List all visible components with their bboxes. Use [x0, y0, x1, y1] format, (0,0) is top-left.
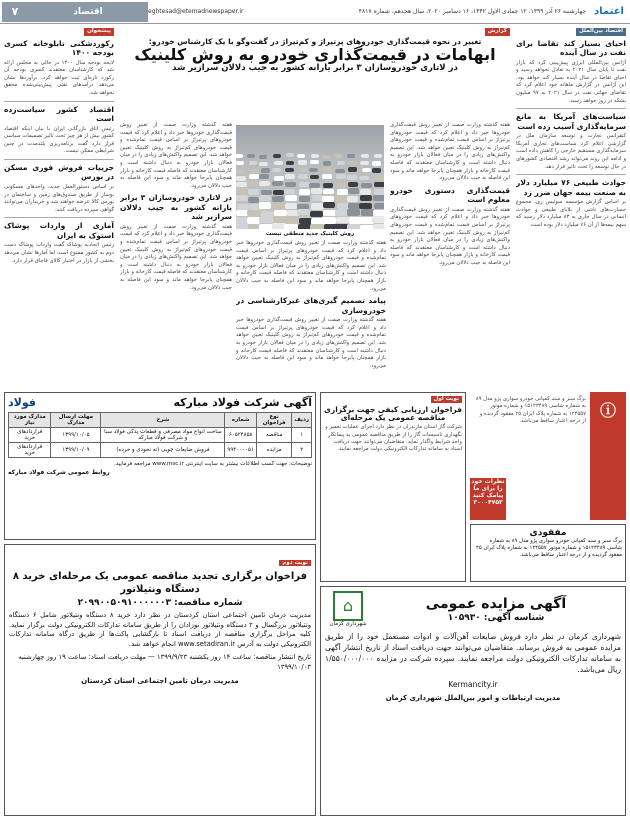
sms-number: ۳۰۰۰۴۷۵۳	[473, 499, 503, 506]
car-shape	[336, 174, 346, 179]
car-shape	[272, 181, 282, 186]
info-icon: ⓘ	[590, 392, 626, 520]
car-shape	[259, 217, 272, 224]
table-row	[9, 443, 312, 458]
ad-lost-body: برگ سبز و سند کمپانی خودرو سواری پژو مدل ۸۹ به شماره شاسی ۱۵۱۲۳۴۸۹ و شماره موتور ۱۲۴۵۵۷ به شماره پلاک ایران ۲۵ مفقود گردیده و از درجه اعتبار ساقط می‌باشد.	[475, 396, 586, 425]
table-header: مهلت ارسال مدارک	[51, 413, 101, 428]
car-shape	[274, 161, 283, 165]
car-shape	[310, 175, 320, 180]
car-shape	[347, 224, 361, 229]
car-shape	[323, 210, 336, 216]
car-shape	[348, 182, 358, 187]
ad-ventilator	[4, 544, 316, 816]
car-shape	[337, 161, 346, 165]
car-shape	[372, 168, 381, 173]
car-shape	[374, 189, 384, 195]
table-row	[9, 428, 312, 443]
story-title: اقتصاد کشور سیاست‌زده است	[4, 104, 114, 124]
ad-number: شناسه آگهی: ۱۰۵۹۳۰	[447, 613, 545, 623]
right-column	[516, 28, 626, 388]
ad-table	[8, 412, 312, 458]
car-shape	[360, 189, 371, 195]
ad-tender-gas	[320, 392, 466, 582]
table-header: مدارک مورد نیاز	[9, 413, 51, 428]
car-shape	[322, 217, 335, 224]
car-shape	[372, 216, 384, 223]
car-shape	[259, 195, 271, 201]
report-col-3	[120, 122, 232, 388]
car-shape	[309, 183, 319, 188]
car-shape	[359, 176, 369, 181]
org-name: شهرداری کرمان	[329, 621, 367, 627]
car-shape	[284, 189, 295, 195]
table-cell: ۱۳۹۹/۱۰/۰۵	[51, 428, 101, 443]
car-shape	[361, 209, 374, 215]
car-shape	[323, 189, 334, 195]
car-shape	[336, 217, 349, 224]
car-shape	[272, 168, 281, 173]
report-tag: گزارش	[485, 28, 510, 36]
ad-title: مفقودی	[529, 528, 567, 538]
car-shape	[261, 168, 270, 173]
car-shape	[285, 182, 295, 187]
car-shape	[360, 195, 372, 201]
car-shape	[362, 168, 371, 173]
ad-title: فراخوان برگزاری تجدید مناقصه عمومی یک مرحله‌ای خرید ۸ دستگاه ونتیلاتور	[12, 571, 308, 595]
car-shape	[347, 196, 359, 202]
car-shape	[259, 181, 269, 186]
car-shape	[360, 161, 369, 165]
table-cell: قراردادهای خرید	[9, 443, 51, 458]
page-number: ۷	[2, 2, 28, 22]
table-cell: ساخت انواع مواد مصرفی و قطعات یدکی فولاد سبا و شرکت فولاد مبارکه	[101, 428, 225, 443]
sms-label	[470, 478, 506, 520]
section-tag: اقتصاد بین‌الملل	[576, 28, 626, 36]
newspaper-logo: اعتماد	[594, 6, 624, 17]
story-title: حوادث طبیعی ۷۶ میلیارد دلار به صنعت بیمه جهان ضرر زد	[516, 178, 626, 197]
ad-tag: نوبت اول	[431, 396, 462, 403]
car-shape	[285, 203, 297, 209]
municipality-icon: ⌂	[333, 591, 363, 621]
car-shape	[334, 196, 346, 202]
report-body: هفته گذشته وزارت صمت از تغییر روش قیمت‌گذاری خودروها خبر داد و اعلام کرد که قیمت خودروهای پرتیراژ بر اساس قیمت تمام‌شده و قیمت خودروهای کم‌تیراژ به روش کلینیک تعیین خواهد شد. این تصمیم واکنش‌های زیادی را در میان فعالان بازار خودرو به دنبال داشته است و کارشناسان معتقدند که فاصله قیمت کارخانه و بازار همچنان پابرجا خواهد ماند و سود این فاصله به جیب دلالان می‌رود.	[390, 206, 510, 266]
car-shape	[347, 175, 357, 180]
car-shape	[335, 169, 344, 174]
ad-body: شهرداری کرمان در نظر دارد فروش ضایعات آهن‌آلات و ادوات مستعمل خود را از طریق مزایده عمومی به فروش برساند. متقاضیان می‌توانند جهت دریافت اسناد از تاریخ انتشار آگهی به سامانه تدارکات الکترونیکی دولت مراجعه نمایند. سپرده شرکت در مزایده ۱/۵۵۰/۰۰۰/۰۰۰ ریال می‌باشد.	[325, 632, 621, 674]
car-shape	[249, 161, 258, 165]
ad-body: شرکت گاز استان مازندران در نظر دارد اجرای عملیات تعمیر و نگهداری تاسیسات گاز را از طریق مناقصه عمومی به پیمانکار واجد شرایط واگذار نماید. متقاضیان می‌توانند جهت دریافت اسناد به سامانه تدارکات الکترونیکی دولت مراجعه نمایند.	[325, 424, 462, 453]
car-shape	[299, 189, 310, 195]
car-shape	[322, 174, 332, 179]
report-col-1	[390, 122, 510, 388]
car-shape	[297, 154, 305, 158]
table-header: نوع فراخوان	[256, 413, 291, 428]
table-cell: ۶۰۵۲۴۸۵۸	[225, 428, 257, 443]
report-header	[120, 28, 510, 123]
table-cell: مناقصه	[256, 428, 291, 443]
report-subhead: پیامد تصمیم ‌گیری‌های غیرکارشناسی در خودروسازی	[236, 296, 386, 315]
car-shape	[236, 182, 246, 187]
sms-text: نظرات خود را برای ما پیامک کنید	[471, 478, 505, 499]
car-shape	[273, 154, 281, 158]
car-shape	[310, 211, 323, 217]
left-column	[4, 28, 114, 388]
car-shape	[248, 197, 260, 203]
car-shape	[322, 196, 334, 202]
car-shape	[374, 182, 384, 187]
section-tag: پیشخوان	[84, 28, 114, 36]
story-body: رئیس اتحادیه پوشاک گفت واردات پوشاک دست دوم به کشور ممنوع است اما آمارها نشان می‌دهد بخشی از بازار در اختیار کالای قاچاق قرار دارد.	[4, 242, 114, 264]
car-shape	[348, 203, 360, 209]
report-main-title: ابهامات در قیمت‌گذاری خودرو به روش کلینیک	[134, 45, 496, 65]
car-shape	[236, 169, 244, 174]
report-sub-title: در لاتاری خودروسازان ۳ برابر یارانه کشور به جیب دلالان سرازیر شد	[172, 63, 458, 74]
car-shape	[247, 217, 260, 224]
car-shape	[236, 217, 247, 224]
photo-caption: روش کلینیک جدید منطقی نیست	[265, 231, 355, 237]
car-shape	[348, 161, 357, 165]
car-shape	[311, 154, 319, 158]
story-body: لایحه بودجه سال ۱۴۰۰ در حالی به مجلس ارائه شد که کارشناسان معتقدند کسری بودجه آن رکورد تازه‌ای ثبت خواهد کرد. برآوردها نشان می‌دهد درآمدهای نفتی پیش‌بینی‌شده محقق نخواهد شد.	[4, 59, 114, 96]
story-title: احیای بسیار کند تقاضا برای نفت در سال آینده	[516, 38, 626, 58]
car-shape	[248, 189, 259, 195]
car-shape	[285, 216, 298, 223]
ad-tag: نوبت دوم	[279, 560, 311, 566]
car-shape	[236, 188, 246, 194]
story-body: بر اساس دستورالعمل جدید، واحدهای مسکونی نوساز از طریق صندوق‌های زمین و ساختمان در بورس کالا عرضه خواهند شد و خریداران می‌توانند گواهی سپرده دریافت کنند.	[4, 183, 114, 213]
page-header	[0, 0, 630, 24]
car-shape	[259, 162, 268, 166]
car-shape	[236, 176, 246, 181]
table-cell: قراردادهای خرید	[9, 428, 51, 443]
car-shape	[323, 161, 332, 165]
ad-body: مدیریت درمان تامین اجتماعی استان کردستان در نظر دارد خرید ۸ دستگاه ونتیلاتور شامل ۶ دستگاه ونتیلاتور بزرگسال و ۲ دستگاه ونتیلاتور نوزادان را از طریق سامانه تدارکات الکترونیکی دولت برگزار نماید. کلیه مراحل برگزاری مناقصه از دریافت اسناد تا بازگشایی پاکت‌ها از طریق درگاه سامانه تدارکات الکترونیکی دولت به آدرس www.setadiran.ir انجام خواهد شد.	[9, 611, 312, 648]
ad-note: توضیحات: جهت کسب اطلاعات بیشتر به سایت اینترنتی www.msc.ir مراجعه فرمایید.	[114, 461, 312, 467]
car-shape	[299, 196, 311, 202]
cars-photo	[236, 125, 384, 229]
story-body: کنفرانس تجارت و توسعه سازمان ملل در گزارشی اعلام کرد سیاست‌های تجاری آمریکا سرمایه‌گذاری مستقیم خارجی را کاهش داده است و ادامه این روند می‌تواند رشد اقتصادی کشورهای در حال توسعه را تحت تاثیر قرار دهد.	[516, 133, 626, 170]
story-body: رئیس اتاق بازرگانی ایران با بیان اینکه اقتصاد کشور بیش از هر چیز تحت تاثیر تصمیمات سیاسی قرار دارد گفت برنامه‌ریزی بلندمدت در چنین شرایطی ممکن نیست.	[4, 125, 114, 155]
car-shape	[311, 188, 322, 194]
car-shape	[261, 190, 272, 196]
ad-lost	[470, 524, 626, 582]
story-body: بر اساس گزارش مؤسسه سوئیس ری، مجموع خسارت‌های ناشی از بلایای طبیعی و حوادث انسانی در سال جاری به ۸۳ میلیارد دلار رسید که سهم بیمه‌ها از آن ۷۶ میلیارد دلار بوده است.	[516, 199, 626, 228]
story-title: جزییات فروش فوری مسکن در بورس	[4, 162, 114, 182]
table-cell: ۱۳۹۹/۱۰/۰۹	[51, 443, 101, 458]
report-subhead: قیمت‌گذاری دستوری خودرو معلوم است	[390, 185, 510, 205]
car-shape	[298, 160, 307, 164]
car-shape	[361, 154, 369, 158]
ad-title: آگهی شرکت فولاد مبارکه	[173, 396, 312, 409]
report-col-2	[236, 240, 386, 388]
car-shape	[286, 161, 295, 165]
foolad-logo: فولاد	[8, 396, 36, 409]
car-shape	[322, 155, 330, 159]
table-header: شرح	[101, 413, 225, 428]
car-shape	[373, 224, 384, 229]
car-shape	[323, 183, 333, 188]
report-subhead: در لاتاری خودروسازان ۳ برابر یارانه کشور به جیب دلالان سرازیر شد	[120, 193, 232, 222]
car-shape	[348, 167, 357, 172]
ad-title: فراخوان ارزیابی کیفی جهت برگزاری مناقصه عمومی یک مرحله‌ای	[324, 405, 462, 422]
car-shape	[274, 176, 284, 181]
car-shape	[297, 209, 310, 215]
car-shape	[347, 154, 355, 158]
car-shape	[236, 224, 248, 230]
car-shape	[311, 203, 323, 209]
car-shape	[374, 203, 384, 209]
section-email[interactable]: eghtesad@etemadnewspaper.ir	[148, 8, 244, 15]
report-sup-title: تغییر در نحوه قیمت‌گذاری خودروهای پرتیراژ و کم‌تیراژ در گفت‌وگو با یک کارشناس خودرو:	[148, 36, 482, 46]
table-cell: ۱	[292, 428, 312, 443]
car-shape	[335, 183, 345, 188]
table-cell: مزایده	[256, 443, 291, 458]
car-shape	[374, 154, 382, 158]
car-shape	[348, 188, 359, 194]
car-shape	[334, 154, 342, 158]
dateline: چهارشنبه ۲۶ آذر ۱۳۹۹، ۱۲ جمادی الاول ۱۴۴۲، ۱۶ دسامبر ۲۰۲۰، سال هجدهم، شماره ۴۸۱۷	[358, 8, 586, 15]
car-shape	[299, 182, 309, 187]
kerman-logo	[325, 591, 371, 627]
car-shape	[248, 181, 258, 186]
car-shape	[359, 203, 371, 209]
ad-footer: روابط عمومی شرکت فولاد مبارکه	[8, 469, 110, 476]
car-shape	[272, 196, 284, 202]
car-shape	[236, 195, 248, 201]
car-shape	[347, 209, 360, 215]
car-shape	[247, 154, 255, 158]
car-shape	[298, 174, 308, 179]
ad-title: آگهی مزایده عمومی	[425, 596, 567, 612]
story-title: رکوردشکنی تابلوخانه کسری بودجه ۱۴۰۰	[4, 38, 114, 58]
story-body: آژانس بین‌المللی انرژی پیش‌بینی کرد که بازار نفت تا پایان سال ۲۰۲۱ به تعادل نخواهد رسید و احیای تقاضا در سال آینده بسیار کند خواهد بود. این آژانس در گزارش ماهانه خود اعلام کرد که تقاضای جهانی نفت در سال ۲۰۲۱ به ۹۷ میلیون بشکه در روز خواهد رسید.	[516, 59, 626, 104]
car-shape	[285, 195, 297, 201]
car-shape	[273, 190, 284, 196]
table-cell: ۲	[292, 443, 312, 458]
ad-dates: تاریخ انتشار مناقصه: ساعت ۱۴ روز یکشنبه ۱۳۹۹/۹/۲۳ — مهلت دریافت اسناد: ساعت ۱۹ روز چهارشنبه ۱۳۹۹/۱۰/۰۳	[18, 653, 311, 671]
table-cell: فروش ضایعات چوبی (ته نخودی و خرده)	[101, 443, 225, 458]
report-body: هفته گذشته وزارت صمت از تغییر روش قیمت‌گذاری خودروها خبر داد و اعلام کرد که قیمت خودروهای پرتیراژ بر اساس قیمت تمام‌شده و قیمت خودروهای کم‌تیراژ به روش کلینیک تعیین خواهد شد. این تصمیم واکنش‌های زیادی را در میان فعالان بازار خودرو به دنبال داشته است و کارشناسان معتقدند که فاصله قیمت کارخانه و بازار همچنان پابرجا خواهد ماند و سود این فاصله به جیب دلالان می‌رود.	[120, 223, 232, 291]
car-shape	[374, 175, 384, 180]
car-shape	[335, 209, 348, 215]
report-body: هفته گذشته وزارت صمت از تغییر روش قیمت‌گذاری خودروها خبر داد و اعلام کرد که قیمت خودروهای پرتیراژ بر اساس قیمت تمام‌شده و قیمت خودروهای کم‌تیراژ به روش کلینیک تعیین خواهد شد. این تصمیم واکنش‌های زیادی را در میان فعالان بازار خودرو به دنبال داشته است و کارشناسان معتقدند که فاصله قیمت کارخانه و بازار همچنان پابرجا خواهد ماند و سود این فاصله به جیب دلالان می‌رود.	[236, 317, 386, 369]
ad-kerman	[320, 586, 626, 816]
car-shape	[259, 174, 269, 179]
ad-footer: مدیریت درمان تامین اجتماعی استان کردستان	[81, 676, 239, 685]
story-title: آماری از واردات پوشاک استوک به ایران	[4, 221, 114, 240]
car-shape	[299, 168, 308, 173]
car-shape	[310, 160, 319, 164]
table-header: شماره	[225, 413, 257, 428]
report-body: هفته گذشته وزارت صمت از تغییر روش قیمت‌گذاری خودروها خبر داد و اعلام کرد که قیمت خودروهای پرتیراژ بر اساس قیمت تمام‌شده و قیمت خودروهای کم‌تیراژ به روش کلینیک تعیین خواهد شد. این تصمیم واکنش‌های زیادی را در میان فعالان بازار خودرو به دنبال داشته است و کارشناسان معتقدند که فاصله قیمت کارخانه و بازار همچنان پابرجا خواهد ماند و سود این فاصله به جیب دلالان می‌رود.	[390, 122, 510, 182]
car-shape	[285, 174, 295, 179]
ad-site[interactable]: Kermancity.ir	[448, 680, 498, 689]
car-shape	[247, 210, 260, 216]
section-title: اقتصاد	[28, 2, 148, 22]
car-shape	[259, 155, 267, 159]
car-shape	[337, 189, 348, 195]
ad-footer: مدیریت ارتباطات و امور بین‌الملل شهرداری کرمان	[385, 694, 561, 702]
table-cell: ۹۹۴۰۰۰۰۵۱	[225, 443, 257, 458]
car-shape	[236, 154, 243, 158]
report-body: هفته گذشته وزارت صمت از تغییر روش قیمت‌گذاری خودروها خبر داد و اعلام کرد که قیمت خودروهای پرتیراژ بر اساس قیمت تمام‌شده و قیمت خودروهای کم‌تیراژ به روش کلینیک تعیین خواهد شد. این تصمیم واکنش‌های زیادی را در میان فعالان بازار خودرو به دنبال داشته است و کارشناسان معتقدند که فاصله قیمت کارخانه و بازار همچنان پابرجا خواهد ماند و سود این فاصله به جیب دلالان می‌رود.	[120, 122, 232, 189]
ad-foolad	[4, 392, 316, 540]
car-shape	[310, 224, 324, 229]
tender-number: شماره مناقصه: ۲۰۹۹۰۰۵۰۹۱۰۰۰۰۰۰۳	[77, 598, 243, 608]
report-body: هفته گذشته وزارت صمت از تغییر روش قیمت‌گذاری خودروها خبر داد و اعلام کرد که قیمت خودروهای پرتیراژ بر اساس قیمت تمام‌شده و قیمت خودروهای کم‌تیراژ به روش کلینیک تعیین خواهد شد. این تصمیم واکنش‌های زیادی را در میان فعالان بازار خودرو به دنبال داشته است و کارشناسان معتقدند که فاصله قیمت کارخانه و بازار همچنان پابرجا خواهد ماند و سود این فاصله به جیب دلالان می‌رود.	[236, 240, 386, 292]
car-shape	[361, 183, 371, 188]
car-shape	[236, 161, 244, 165]
car-shape	[309, 168, 318, 173]
car-shape	[249, 174, 259, 179]
story-title: سیاست‌های آمریکا به مانع سرمایه‌گذاری آسیب زده است	[516, 112, 626, 131]
car-shape	[373, 195, 384, 201]
car-shape	[259, 202, 271, 208]
ad-body: برگ سبز و سند کمپانی خودرو سواری پژو مدل ۸۹ به شماره شاسی ۱۵۱۲۳۴۸۹ و شماره موتور ۱۲۴۵۵۷ به شماره پلاک ایران ۲۵ مفقود گردیده و از درجه اعتبار ساقط می‌باشد.	[475, 538, 622, 559]
car-shape	[372, 161, 381, 165]
car-shape	[323, 167, 332, 172]
car-shape	[323, 202, 335, 208]
table-header: ردیف	[292, 413, 312, 428]
car-shape	[249, 169, 258, 174]
car-shape	[284, 224, 298, 229]
car-shape	[286, 153, 294, 157]
car-shape	[285, 168, 294, 173]
